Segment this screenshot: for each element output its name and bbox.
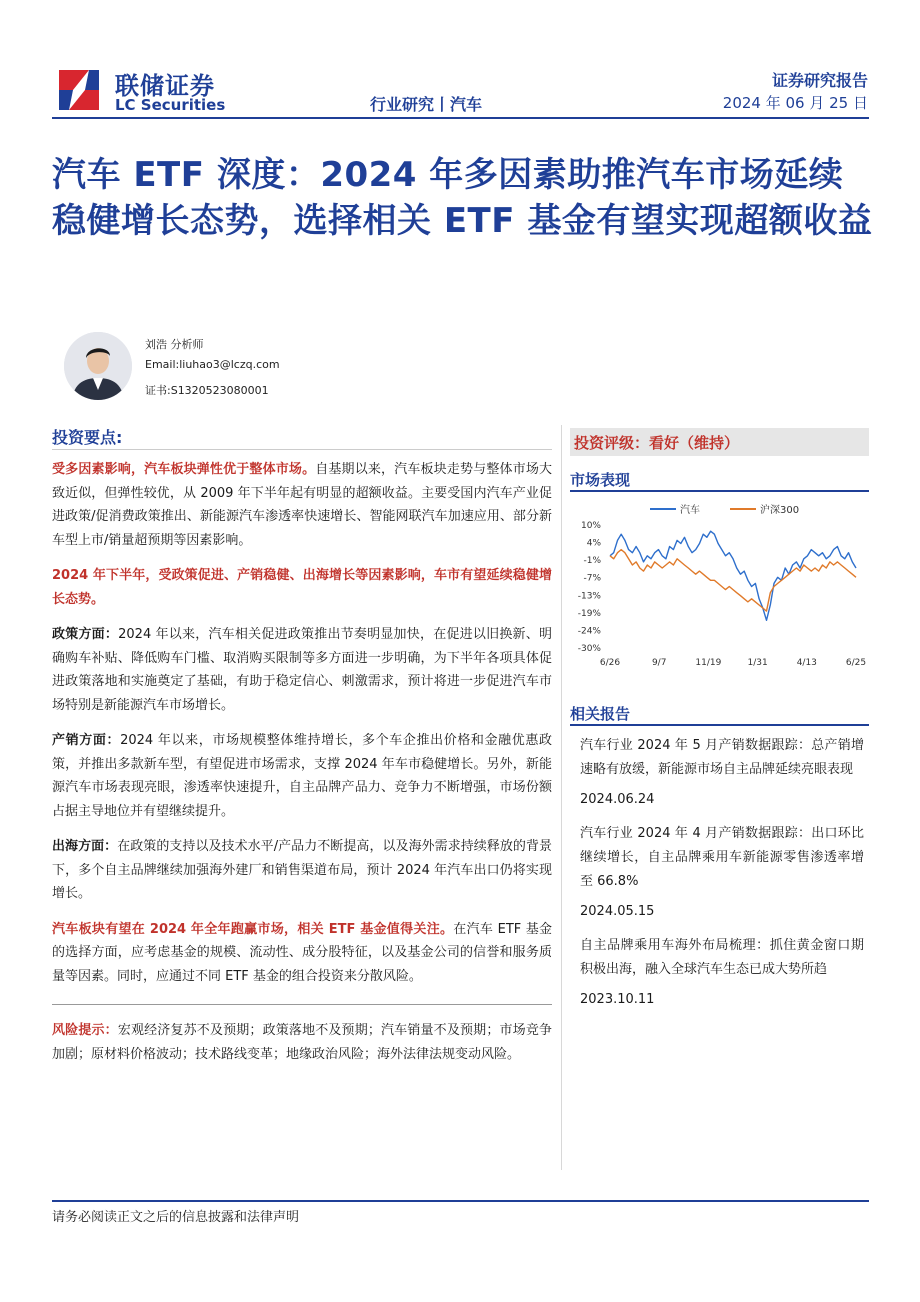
related-report-item[interactable] <box>580 934 864 1012</box>
production-body: 2024 年以来，市场规模整体维持增长，多个车企推出价格和金融优惠政策，并推出多款新车型，有望促进市场需求，支撑 2024 年车市稳健增长。另外，新能源汽车市场表现亮眼，渗透率快速提升，自主品牌产品力、竞争力不断增强，市场份额占据主导地位并有望继续提升。 <box>52 733 552 819</box>
etf-body: 在汽车 ETF 基金的选择方面，应考虑基金的规模、流动性、成分股特征，以及基金公司的信誉和服务质量等因素。同时，应通过不同 ETF 基金的组合投资来分散风险。 <box>52 921 552 984</box>
y-tick-label: -30% <box>577 644 601 654</box>
x-tick-label: 6/25 <box>845 658 867 668</box>
header-divider <box>52 117 869 119</box>
related-report-date: 2023.10.11 <box>580 992 655 1007</box>
summary-lead-1: 受多因素影响，汽车板块弹性优于整体市场。 <box>52 462 316 477</box>
investment-rating: 投资评级：看好（维持） <box>574 434 740 452</box>
related-heading-rule <box>570 724 869 726</box>
analyst-email[interactable]: Email:liuhao3@lczq.com <box>145 358 280 371</box>
summary-lead-2: 2024 年下半年，受政策促进、产销稳健、出海增长等因素影响，车市有望延续稳健增长态势。 <box>52 568 552 607</box>
summary-paragraph-1 <box>52 458 552 552</box>
related-report-date: 2024.05.15 <box>580 904 655 919</box>
related-reports-list <box>580 734 864 1022</box>
production-label: 产销方面： <box>52 733 121 748</box>
legend-label-1: 沪深300 <box>760 505 800 516</box>
y-tick-label: -1% <box>583 556 601 567</box>
x-tick-label: 11/19 <box>695 658 722 668</box>
y-tick-label: -19% <box>577 608 601 619</box>
y-tick-label: 10% <box>580 521 601 531</box>
policy-label: 政策方面： <box>52 627 119 642</box>
legend-label-0: 汽车 <box>680 505 700 516</box>
x-tick-label: 9/7 <box>651 658 667 668</box>
analyst-name: 刘浩 分析师 <box>145 338 204 351</box>
analyst-license: 证书:S1320523080001 <box>145 384 269 397</box>
risk-warning <box>52 1019 552 1066</box>
summary-body-1: 自基期以来，汽车板块走势与整体市场大致近似，但弹性较优，从 2009 年下半年起有明显的超额收益。主要受国内汽车产业促进政策/促消费政策推出、新能源汽车渗透率快速增长、智能网联汽车加速应用、部分新车型上市/销量超预期等因素影响。 <box>52 462 552 548</box>
export-label: 出海方面： <box>52 839 118 854</box>
company-logo-icon <box>55 66 103 114</box>
summary-heading: 投资要点: <box>52 425 552 450</box>
export-body: 在政策的支持以及技术水平/产品力不断提高，以及海外需求持续释放的背景下，多个自主品牌继续加强海外建厂和销售渠道布局，预计 2024 年汽车出口仍将实现增长。 <box>52 839 552 901</box>
related-report-title[interactable]: 汽车行业 2024 年 5 月产销数据跟踪：总产销增速略有放缓，新能源市场自主品牌延续亮眼表现 <box>580 738 864 777</box>
x-tick-label: 1/31 <box>747 658 768 668</box>
x-tick-label: 6/26 <box>599 658 621 668</box>
policy-body: 2024 年以来，汽车相关促进政策推出节奏明显加快，在促进以旧换新、明确购车补贴、降低购车门槛、取消购买限制等多方面进一步明确，为下半年各项具体促进政策落地和实施奠定了基础，有助于稳定信心、刺激需求，预计将进一步促进汽车市场特别是新能源汽车市场增长。 <box>52 627 552 713</box>
risk-divider <box>52 1004 552 1005</box>
summary-paragraph-production <box>52 729 552 823</box>
y-tick-label: -7% <box>583 573 601 584</box>
market-performance-chart <box>570 495 869 675</box>
rating-box <box>570 428 869 456</box>
market-performance-heading: 市场表现 <box>570 471 631 489</box>
related-report-item[interactable] <box>580 822 864 924</box>
footer-disclaimer[interactable]: 请务必阅读正文之后的信息披露和法律声明 <box>52 1210 300 1225</box>
report-title: 汽车 ETF 深度：2024 年多因素助推汽车市场延续稳健增长态势，选择相关 ETF 基金有望实现超额收益 <box>52 155 873 241</box>
report-type: 证券研究报告 <box>771 71 868 90</box>
related-report-title[interactable]: 自主品牌乘用车海外布局梳理：抓住黄金窗口期积极出海，融入全球汽车生态已成大势所趋 <box>580 938 864 977</box>
related-report-item[interactable] <box>580 734 864 812</box>
summary-paragraph-etf <box>52 918 552 989</box>
investment-summary <box>52 425 552 1078</box>
column-divider <box>561 425 562 1170</box>
company-name-en: LC Securities <box>115 96 226 114</box>
company-name-cn: 联储证券 <box>115 72 215 100</box>
summary-paragraph-export <box>52 835 552 906</box>
y-tick-label: -13% <box>577 591 601 602</box>
market-heading-rule <box>570 490 869 492</box>
series-line-0 <box>610 531 856 620</box>
related-report-date: 2024.06.24 <box>580 792 655 807</box>
risk-body: 宏观经济复苏不及预期；政策落地不及预期；汽车销量不及预期；市场竞争加剧；原材料价格波动；技术路线变革；地缘政治风险；海外法律法规变动风险。 <box>52 1023 552 1062</box>
y-tick-label: 4% <box>586 538 601 549</box>
report-category: 行业研究丨汽车 <box>370 95 483 114</box>
report-date: 2024 年 06 月 25 日 <box>722 94 868 112</box>
x-tick-label: 4/13 <box>796 658 817 668</box>
summary-paragraph-policy <box>52 623 552 717</box>
related-reports-heading: 相关报告 <box>570 705 631 723</box>
risk-label: 风险提示： <box>52 1023 118 1038</box>
related-report-title[interactable]: 汽车行业 2024 年 4 月产销数据跟踪：出口环比继续增长，自主品牌乘用车新能源零售渗透率增至 66.8% <box>580 826 864 889</box>
summary-paragraph-2 <box>52 564 552 611</box>
footer-divider <box>52 1200 869 1202</box>
etf-lead: 汽车板块有望在 2024 年全年跑赢市场，相关 ETF 基金值得关注。 <box>52 921 454 937</box>
analyst-avatar <box>64 332 132 400</box>
y-tick-label: -24% <box>577 626 601 637</box>
